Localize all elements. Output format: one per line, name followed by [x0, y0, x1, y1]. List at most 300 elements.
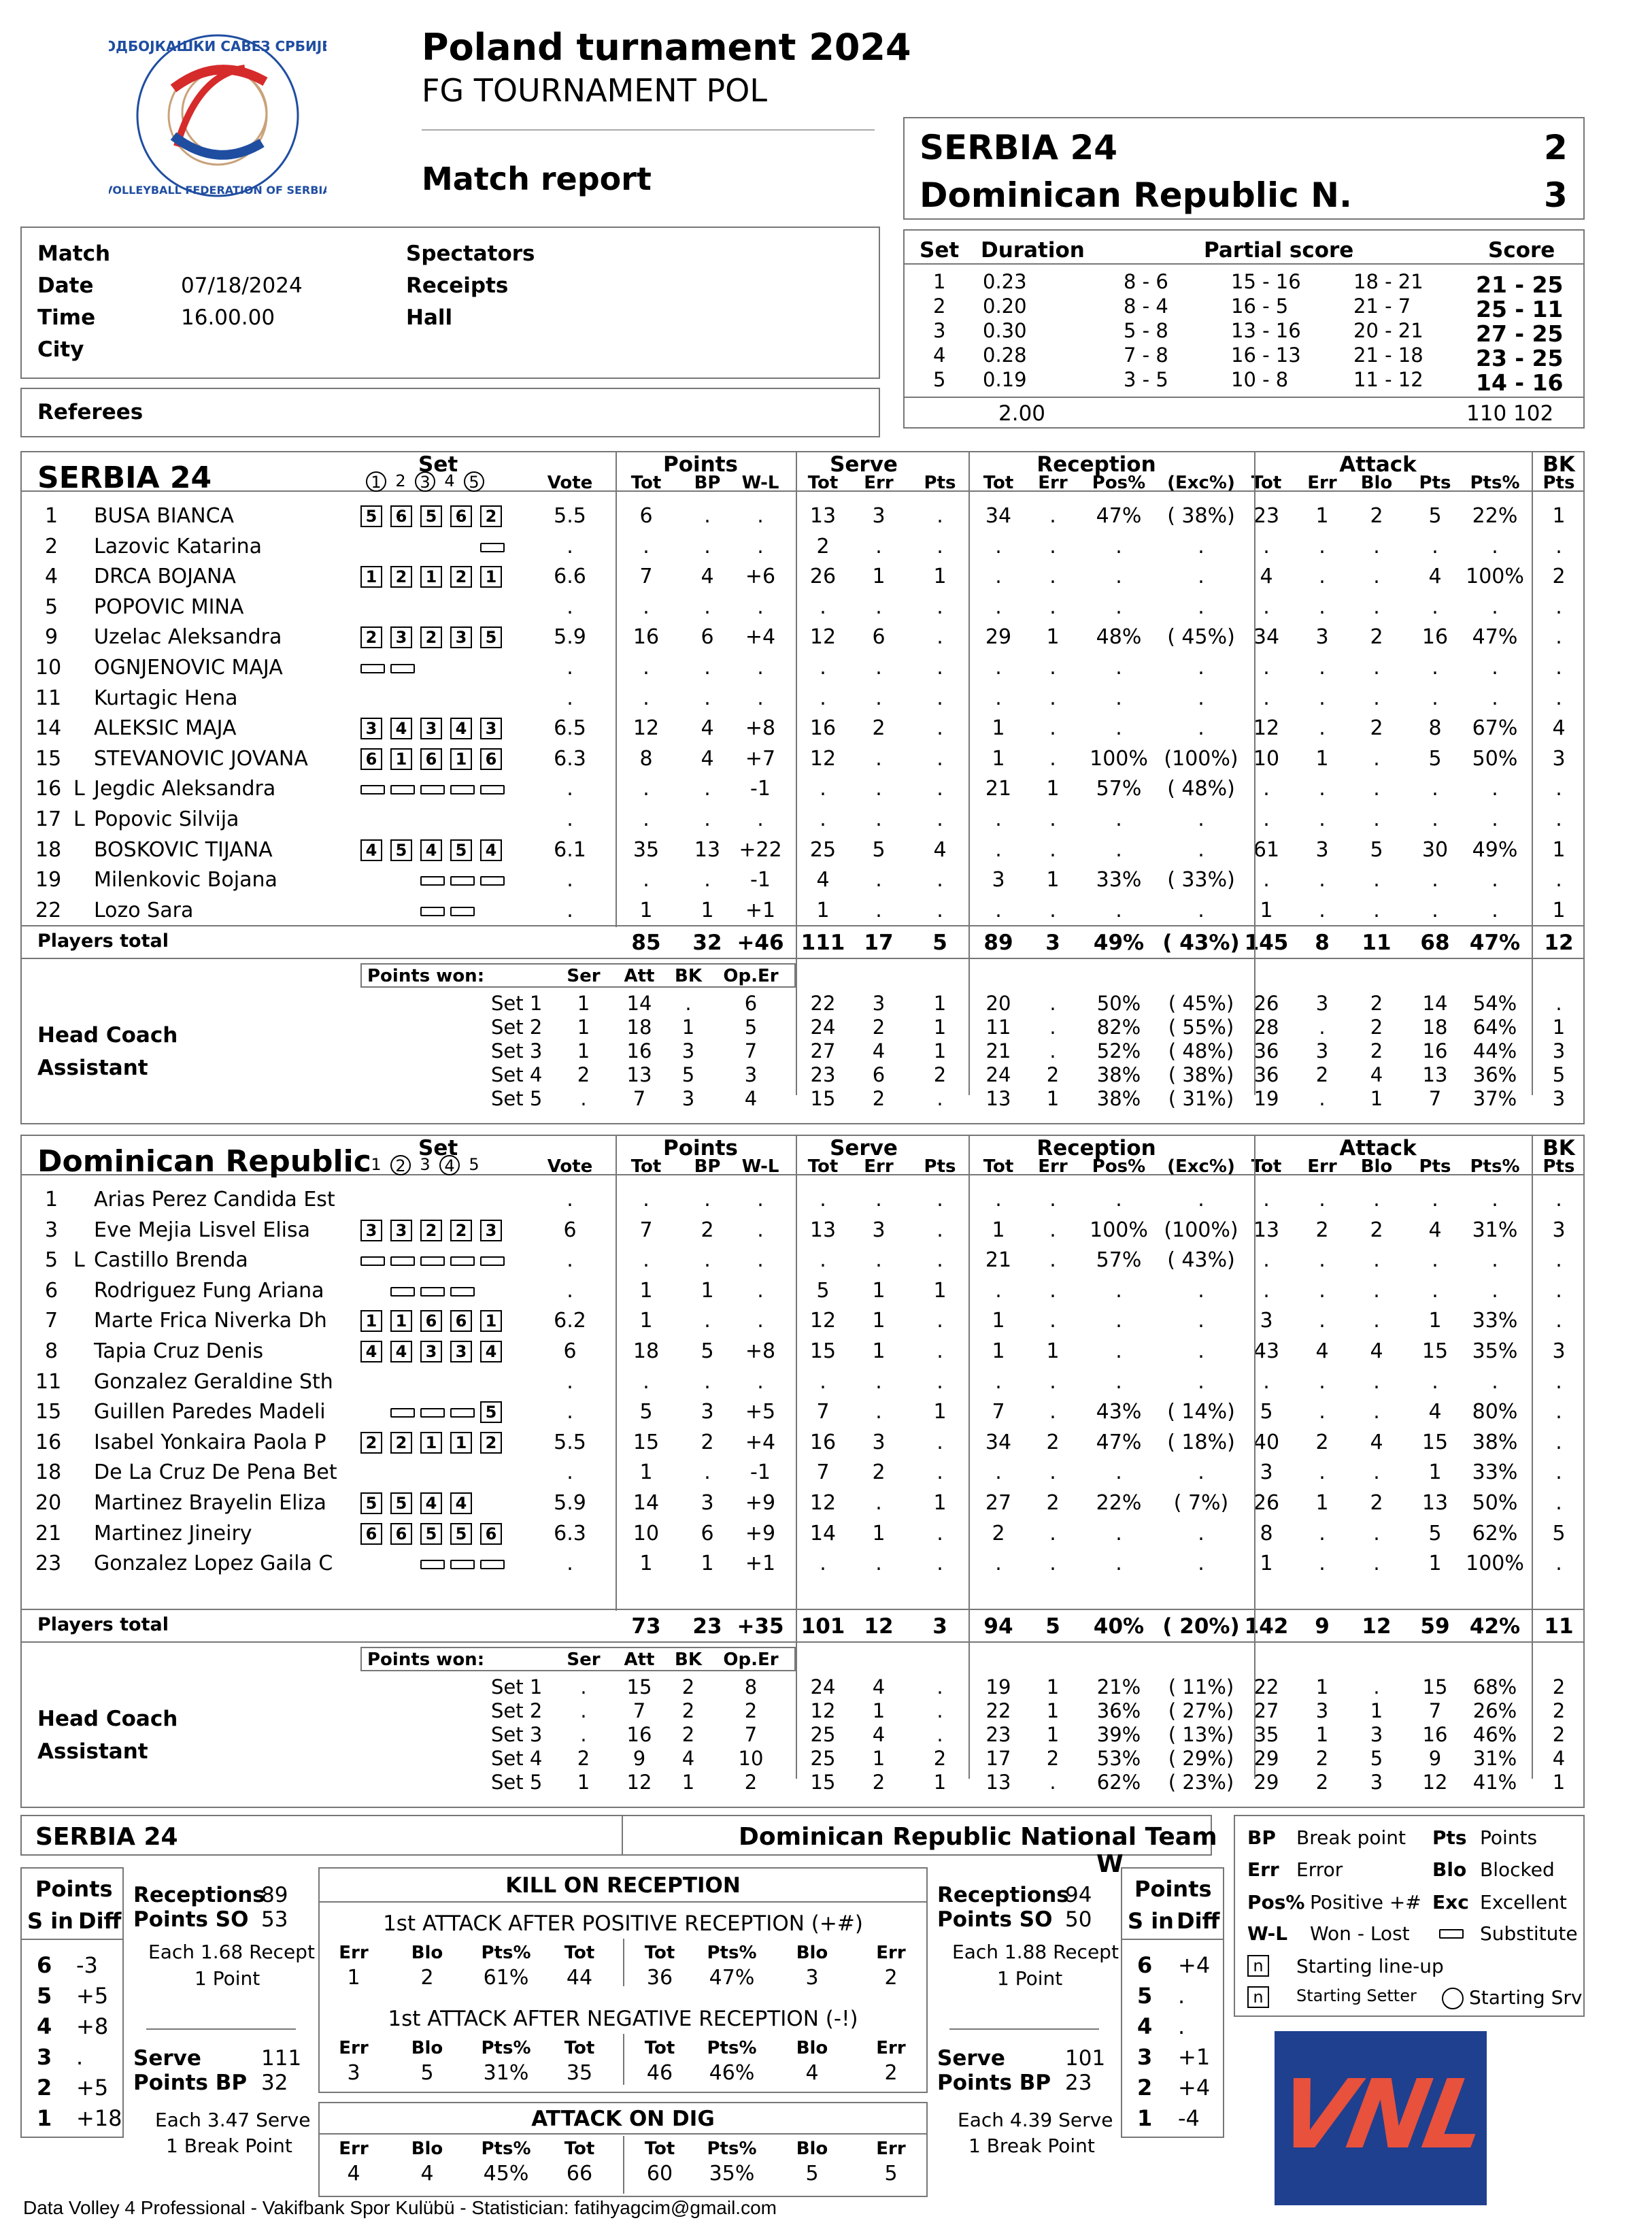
- stat-value: 1: [1315, 746, 1329, 771]
- stat-value: .: [1319, 898, 1326, 922]
- stat-value: .: [1373, 565, 1380, 589]
- set-stat-label: Set 5: [491, 1087, 543, 1110]
- set-stat-value: 44%: [1472, 1039, 1517, 1063]
- set-stat-value: 2: [1315, 1771, 1329, 1794]
- rotation-number: 4: [37, 2013, 52, 2039]
- jersey-number: 1: [45, 504, 58, 528]
- stat-value: .: [820, 1369, 826, 1394]
- jersey-number: 1: [45, 1188, 58, 1211]
- stat-value: .: [1115, 1309, 1122, 1333]
- set-stat-value: 20: [985, 992, 1011, 1015]
- divider: [1254, 451, 1255, 490]
- column-header: Pts: [924, 1156, 956, 1177]
- set-stat-value: 1: [933, 1016, 947, 1039]
- starting-position: 6: [480, 748, 502, 770]
- player-name: Kurtagic Hena: [94, 686, 238, 710]
- stat-value: 1: [933, 1400, 947, 1424]
- stat-value: 10: [1253, 746, 1280, 771]
- stat-value: .: [567, 868, 573, 892]
- stat-value: .: [1263, 868, 1270, 892]
- starting-position: 1: [450, 1432, 472, 1454]
- stat-value: 8: [1260, 1521, 1273, 1545]
- set-number: 5: [933, 368, 946, 391]
- stat-value: .: [1263, 807, 1270, 831]
- player-name: Lozo Sara: [94, 898, 194, 922]
- jersey-number: 18: [35, 837, 62, 862]
- divider: [1532, 451, 1533, 490]
- starting-position: 1: [480, 1310, 502, 1332]
- stat-value: .: [1049, 534, 1056, 558]
- stat-value: .: [937, 1218, 943, 1242]
- stat-value: .: [1319, 1369, 1326, 1394]
- stat-value: 5: [1428, 1521, 1442, 1545]
- stat-value: .: [1115, 716, 1122, 741]
- starting-position: 6: [360, 748, 382, 770]
- jersey-number: 3: [45, 1218, 58, 1242]
- stat-value: .: [1373, 1278, 1380, 1303]
- rotation-diff: .: [76, 2044, 84, 2070]
- column-header: Tot: [807, 473, 839, 493]
- set-stat-value: 1: [681, 1016, 695, 1039]
- stat-value: .: [1373, 746, 1380, 771]
- grid-value: 4: [805, 2061, 819, 2085]
- divider: [968, 1175, 970, 1611]
- stat-value: .: [1555, 625, 1562, 650]
- set-stat-value: 16: [626, 1723, 652, 1746]
- set-stat-value: 1: [1552, 1771, 1566, 1794]
- set-stat-value: 15: [1422, 1675, 1448, 1699]
- player-name: Popovic Silvija: [94, 807, 239, 831]
- left-points-label: Points: [35, 1876, 113, 1902]
- vnl-logo: VNL: [1275, 2031, 1487, 2205]
- group-header: Serve: [830, 1136, 898, 1160]
- set-stat-value: 2: [933, 1747, 947, 1770]
- stat-value: 8: [1428, 716, 1442, 741]
- stat-value: .: [1049, 656, 1056, 680]
- starting-position: 1: [420, 1432, 442, 1454]
- set-stat-value: 16: [626, 1039, 652, 1063]
- stat-value: ( 45%): [1167, 625, 1235, 650]
- stat-value: 6.5: [554, 716, 586, 741]
- stat-value: 1: [872, 1521, 886, 1545]
- rotation-diff: +5: [76, 2075, 109, 2101]
- stat-value: +9: [745, 1521, 776, 1545]
- set-stat-value: 1: [933, 992, 947, 1015]
- rotation-number: 2: [37, 2075, 52, 2101]
- grid-value: 45%: [483, 2162, 529, 2186]
- stat-value: 14: [809, 1521, 837, 1545]
- rotation-diff: +4: [1178, 2075, 1211, 2101]
- starting-position: 5: [480, 1401, 502, 1423]
- stat-value: .: [875, 868, 882, 892]
- stat-value: .: [1491, 595, 1498, 619]
- substitute-mark: [450, 785, 475, 794]
- total-value: 142: [1244, 1614, 1289, 1639]
- set-stat-value: .: [937, 1699, 943, 1722]
- stat-value: 2: [1370, 625, 1383, 650]
- starting-position: 6: [420, 748, 442, 770]
- group-header: Reception: [1036, 1136, 1156, 1160]
- stat-value: -1: [750, 777, 771, 801]
- stat-value: 43%: [1096, 1400, 1142, 1424]
- stat-value: 1: [1260, 1552, 1273, 1576]
- set-stat-value: .: [580, 1699, 587, 1722]
- starting-position: 1: [360, 1310, 382, 1332]
- substitute-mark: [450, 1287, 475, 1296]
- stat-value: 1: [992, 1339, 1005, 1363]
- stat-value: .: [567, 1460, 573, 1485]
- kill-on-reception-title: KILL ON RECEPTION: [505, 1873, 741, 1898]
- divider: [1254, 925, 1255, 1095]
- stat-value: .: [995, 1460, 1002, 1485]
- jersey-number: 17: [35, 807, 62, 831]
- starting-position: 2: [390, 1432, 412, 1454]
- left-sin-label: S in: [27, 1908, 73, 1934]
- stat-value: 3: [1552, 746, 1566, 771]
- player-name: OGNJENOVIC MAJA: [94, 656, 283, 680]
- stat-value: 6: [563, 1339, 577, 1363]
- right-points-label: Points: [1134, 1876, 1212, 1902]
- starting-position: 4: [480, 839, 502, 861]
- stat-value: 5.5: [554, 1430, 586, 1454]
- legend-box-symbol: n: [1247, 1986, 1269, 2008]
- starting-position: 1: [390, 1310, 412, 1332]
- set-stat-value: 3: [1552, 1087, 1566, 1110]
- divider: [20, 1609, 1585, 1610]
- divider: [1254, 1175, 1255, 1611]
- stat-value: .: [1555, 1400, 1562, 1424]
- stat-value: .: [995, 1278, 1002, 1303]
- set-stat-value: 3: [1315, 1039, 1329, 1063]
- set-stat-value: 24: [810, 1016, 836, 1039]
- set-stat-value: 1: [577, 1016, 590, 1039]
- stat-value: .: [1555, 807, 1562, 831]
- stat-value: .: [643, 1369, 650, 1394]
- stat-value: .: [1432, 656, 1438, 680]
- footer-text: Data Volley 4 Professional - Vakifbank Spor Kulübü - Statistician: fatihyagcim@gmail.com: [23, 2197, 777, 2218]
- total-value: ( 20%): [1162, 1614, 1240, 1639]
- stat-value: 34: [985, 1430, 1012, 1454]
- stat-value: .: [1432, 868, 1438, 892]
- set-stat-value: 2: [1552, 1699, 1566, 1722]
- set-stat-value: 2: [1046, 1747, 1060, 1770]
- stat-value: 27: [985, 1491, 1012, 1515]
- group-header: BK: [1543, 452, 1575, 477]
- stat-value: 23: [1253, 504, 1280, 528]
- stat-value: 4: [701, 565, 714, 589]
- team-name: Dominican Republic: [37, 1144, 371, 1179]
- grid-value: 46%: [709, 2061, 755, 2085]
- substitute-mark: [420, 1256, 445, 1266]
- libero-mark: L: [73, 1248, 85, 1273]
- stat-value: .: [1319, 1521, 1326, 1545]
- divider: [1532, 492, 1533, 927]
- stat-value: 6.2: [554, 1309, 586, 1333]
- divider: [968, 451, 970, 490]
- stat-value: .: [1198, 1460, 1204, 1485]
- jersey-number: 15: [35, 1400, 62, 1424]
- set-stat-value: .: [580, 1087, 587, 1110]
- stat-value: .: [1263, 777, 1270, 801]
- starting-position: 5: [450, 1523, 472, 1545]
- set-stat-label: Set 3: [491, 1039, 543, 1063]
- stat-value: 13: [809, 504, 837, 528]
- stat-value: .: [1198, 716, 1204, 741]
- set-stat-value: 7: [744, 1039, 758, 1063]
- rotation-diff: +18: [76, 2105, 122, 2131]
- set-stat-value: .: [685, 992, 692, 1015]
- stat-value: .: [1373, 898, 1380, 922]
- stat-value: 1: [1046, 1339, 1060, 1363]
- left-diff-label: Diff: [78, 1908, 122, 1934]
- stat-value: 4: [701, 716, 714, 741]
- stat-value: +9: [745, 1491, 776, 1515]
- player-name: Martinez Brayelin Eliza: [94, 1491, 326, 1515]
- stat-value: 16: [809, 1430, 837, 1454]
- set-stat-label: Set 5: [491, 1771, 543, 1794]
- grid-value: 3: [805, 1966, 819, 1990]
- set-stat-value: 1: [1046, 1675, 1060, 1699]
- starting-position: 2: [360, 1432, 382, 1454]
- stat-value: .: [1115, 1460, 1122, 1485]
- total-value: 42%: [1469, 1614, 1521, 1639]
- column-header: Pos%: [1092, 473, 1146, 493]
- stat-value: 16: [633, 625, 660, 650]
- stat-value: 1: [816, 898, 830, 922]
- stat-value: +22: [739, 837, 782, 862]
- jersey-number: 20: [35, 1491, 62, 1515]
- player-name: Rodriguez Fung Ariana: [94, 1278, 324, 1303]
- players-total-label: Players total: [37, 931, 169, 952]
- set-stat-value: 2: [744, 1699, 758, 1722]
- stat-value: 5: [816, 1278, 830, 1303]
- substitute-mark: [390, 664, 415, 673]
- stat-value: 34: [985, 504, 1012, 528]
- grid-value: 3: [347, 2061, 360, 2085]
- grid-value: 2: [420, 1966, 434, 1990]
- stat-value: .: [567, 898, 573, 922]
- stat-value: .: [875, 777, 882, 801]
- jersey-number: 16: [35, 1430, 62, 1454]
- stat-value: 22%: [1096, 1491, 1142, 1515]
- set-stat-value: 5: [681, 1063, 695, 1086]
- stat-value: 29: [985, 625, 1012, 650]
- team2-name: Dominican Republic N.: [920, 175, 1352, 215]
- set-header: Set: [418, 1136, 458, 1160]
- info-labels-right: Spectators Receipts Hall: [406, 241, 535, 330]
- stat-value: 5.9: [554, 1491, 586, 1515]
- stat-value: 33%: [1472, 1460, 1518, 1485]
- legend-box-symbol: n: [1247, 1955, 1269, 1977]
- set-score: 21 - 25: [1476, 271, 1564, 298]
- partial-score: 7 - 8: [1124, 344, 1168, 367]
- grid-value: 2: [884, 1966, 898, 1990]
- stat-value: ( 43%): [1167, 1248, 1235, 1273]
- starting-position: 6: [450, 1310, 472, 1332]
- set-stat-value: 3: [1370, 1723, 1383, 1746]
- stat-value: 5: [1260, 1400, 1273, 1424]
- substitute-symbol: [1439, 1929, 1464, 1939]
- column-header: Pts: [1543, 473, 1575, 493]
- stat-value: .: [1198, 837, 1204, 862]
- set-stat-value: 2: [681, 1699, 695, 1722]
- set-stat-value: 19: [1253, 1087, 1279, 1110]
- partial-score: 8 - 4: [1124, 295, 1168, 318]
- stat-value: .: [1373, 1552, 1380, 1576]
- total-value: 68: [1420, 931, 1450, 955]
- stat-value: .: [1198, 1309, 1204, 1333]
- grid-header: Tot: [644, 2139, 675, 2159]
- stat-value: .: [1491, 1248, 1498, 1273]
- stat-value: .: [567, 534, 573, 558]
- legend-desc: Positive +#: [1310, 1891, 1421, 1913]
- total-value: 5: [932, 931, 947, 955]
- rotation-number: 2: [1137, 2075, 1153, 2101]
- set-number: 3: [933, 319, 946, 342]
- stat-value: .: [1491, 1188, 1498, 1211]
- stat-value: 6: [701, 1521, 714, 1545]
- set-stat-value: 21%: [1096, 1675, 1141, 1699]
- set-stat-value: .: [1049, 992, 1056, 1015]
- partial-score: 16 - 5: [1231, 295, 1289, 318]
- stat-value: 16: [809, 716, 837, 741]
- stat-value: 25: [809, 837, 837, 862]
- stat-value: 1: [872, 1309, 886, 1333]
- set-stat-value: 1: [681, 1771, 695, 1794]
- rotation-number: 5: [1137, 1983, 1153, 2009]
- set-stat-label: Set 4: [491, 1063, 543, 1086]
- player-name: Marte Frica Niverka Dh: [94, 1309, 327, 1333]
- set-stat-value: 2: [577, 1063, 590, 1086]
- grid-value: 46: [646, 2061, 673, 2085]
- stat-value: .: [1319, 1552, 1326, 1576]
- player-name: POPOVIC MINA: [94, 595, 244, 619]
- stat-value: .: [820, 807, 826, 831]
- svg-text:VOLLEYBALL FEDERATION OF SERBI: VOLLEYBALL FEDERATION OF SERBIA: [109, 184, 326, 197]
- stat-value: 2: [1370, 1491, 1383, 1515]
- stat-value: .: [995, 686, 1002, 710]
- stat-value: .: [875, 807, 882, 831]
- stat-value: 1: [933, 1278, 947, 1303]
- total-value: 17: [864, 931, 894, 955]
- divider: [1532, 1135, 1533, 1174]
- player-name: Isabel Yonkaira Paola P: [94, 1430, 326, 1454]
- group-header: Attack: [1339, 1136, 1417, 1160]
- jersey-number: 18: [35, 1460, 62, 1485]
- set-stat-value: 23: [985, 1723, 1011, 1746]
- set-number-header: 3: [420, 1155, 431, 1174]
- stat-value: .: [1373, 1369, 1380, 1394]
- divider: [20, 1641, 1585, 1643]
- rotation-diff: .: [1178, 2013, 1185, 2039]
- partial-score: 11 - 12: [1353, 368, 1423, 391]
- stat-value: 61: [1253, 837, 1280, 862]
- head-coach-label: Head Coach: [37, 1023, 178, 1048]
- stat-value: .: [937, 656, 943, 680]
- divider: [616, 1135, 617, 1174]
- stat-value: .: [875, 1248, 882, 1273]
- stat-value: .: [995, 807, 1002, 831]
- player-name: De La Cruz De Pena Bet: [94, 1460, 337, 1485]
- stat-value: .: [1319, 807, 1326, 831]
- substitute-mark: [450, 1408, 475, 1418]
- set-stat-value: 14: [1422, 992, 1448, 1015]
- stat-value: .: [1555, 1248, 1562, 1273]
- partial-score: 20 - 21: [1353, 319, 1423, 342]
- team1-sets: 2: [1544, 128, 1568, 167]
- stat-value: 1: [639, 1309, 653, 1333]
- stat-value: .: [875, 898, 882, 922]
- stat-value: 4: [1260, 565, 1273, 589]
- jersey-number: 19: [35, 868, 62, 892]
- partial-score: 16 - 13: [1231, 344, 1301, 367]
- stat-value: .: [567, 595, 573, 619]
- rotation-number: 3: [37, 2044, 52, 2070]
- stat-value: .: [937, 746, 943, 771]
- stat-value: 3: [872, 504, 886, 528]
- set-stat-value: 1: [1046, 1699, 1060, 1722]
- set-stat-value: 15: [810, 1087, 836, 1110]
- substitute-mark: [390, 785, 415, 794]
- stat-value: 21: [985, 777, 1012, 801]
- stat-value: .: [567, 656, 573, 680]
- stat-value: 15: [1421, 1430, 1449, 1454]
- starting-position: 5: [390, 1492, 412, 1514]
- starting-position: 6: [450, 505, 472, 527]
- stat-value: .: [1049, 746, 1056, 771]
- stat-value: 12: [1253, 716, 1280, 741]
- stat-value: 1: [1552, 504, 1566, 528]
- stat-value: 13: [694, 837, 721, 862]
- set-stat-value: 29: [1253, 1747, 1279, 1770]
- divider: [20, 925, 1585, 926]
- stat-value: .: [1198, 595, 1204, 619]
- stat-value: 1: [1552, 837, 1566, 862]
- stat-value: 4: [1370, 1430, 1383, 1454]
- stat-value: .: [704, 595, 711, 619]
- rotation-diff: +5: [76, 1983, 109, 2009]
- stat-value: .: [1319, 656, 1326, 680]
- stat-value: ( 33%): [1167, 868, 1235, 892]
- set-stat-value: 4: [872, 1723, 886, 1746]
- set-number-header: 1: [366, 471, 386, 492]
- points-won-label: Points won:: [367, 1650, 485, 1670]
- stat-value: .: [937, 1521, 943, 1545]
- stat-value: 31%: [1472, 1218, 1518, 1242]
- stat-value: 7: [639, 1218, 653, 1242]
- set-stat-value: 3: [681, 1087, 695, 1110]
- grid-value: 4: [420, 2162, 434, 2186]
- stat-value: .: [1263, 1248, 1270, 1273]
- starting-position: 1: [390, 748, 412, 770]
- set-stat-value: 7: [633, 1699, 646, 1722]
- grid-header: Pts%: [481, 2139, 531, 2159]
- divider: [616, 1175, 617, 1611]
- set-score: 27 - 25: [1476, 320, 1564, 347]
- grid-value: 2: [884, 2061, 898, 2085]
- stat-value: 43: [1253, 1339, 1280, 1363]
- stat-value: .: [937, 1248, 943, 1273]
- stat-value: 3: [872, 1218, 886, 1242]
- stat-value: .: [1373, 1400, 1380, 1424]
- stat-value: 1: [992, 746, 1005, 771]
- grid-value: 61%: [483, 1966, 529, 1990]
- stat-value: .: [1115, 1521, 1122, 1545]
- stat-value: .: [1555, 1491, 1562, 1515]
- player-name: Lazovic Katarina: [94, 534, 263, 558]
- stat-value: .: [567, 1278, 573, 1303]
- set-stat-value: 7: [1428, 1087, 1442, 1110]
